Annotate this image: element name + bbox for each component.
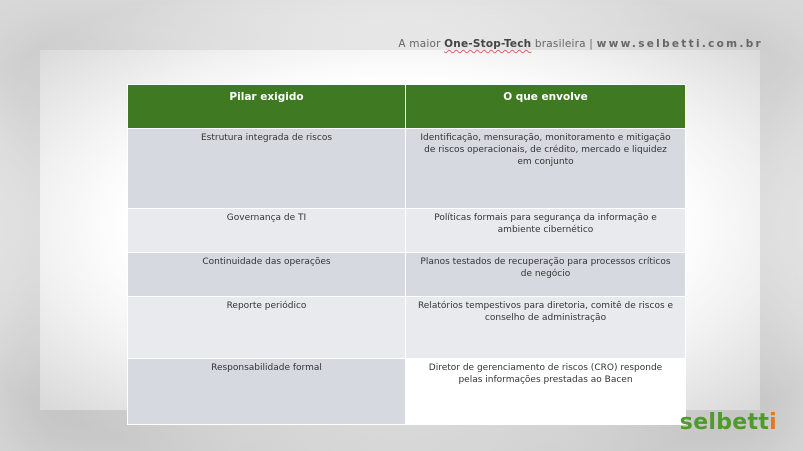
pillar-cell: Reporte periódico [128, 297, 406, 359]
table-row [128, 297, 686, 359]
header-prefix: A maior [398, 38, 445, 50]
pillar-cell: Estrutura integrada de riscos [128, 129, 406, 209]
pillars-table [127, 84, 686, 425]
logo-text: selbett [679, 410, 770, 435]
header-brand: One-Stop-Tech [444, 38, 532, 50]
column-header-description: O que envolve [406, 85, 686, 129]
selbetti-logo [680, 410, 777, 435]
slide-header [398, 38, 763, 50]
description-cell: Diretor de gerenciamento de riscos (CRO) responde pelas informações prestadas ao Bacen [406, 359, 686, 425]
table-header-row [128, 85, 686, 129]
table-row [128, 359, 686, 425]
logo-text-end: i [769, 410, 777, 435]
table-row [128, 253, 686, 297]
description-cell: Identificação, mensuração, monitoramento e mitigação de riscos operacionais, de crédito, mercado e liquidez em conjunto [406, 129, 686, 209]
pillar-cell: Responsabilidade formal [128, 359, 406, 425]
table-row [128, 129, 686, 209]
pillar-cell: Governança de TI [128, 209, 406, 253]
pillar-cell: Continuidade das operações [128, 253, 406, 297]
header-url: www.selbetti.com.br [596, 38, 763, 50]
header-suffix: brasileira | [531, 38, 594, 50]
description-cell: Relatórios tempestivos para diretoria, comitê de riscos e conselho de administração [406, 297, 686, 359]
description-cell: Políticas formais para segurança da informação e ambiente cibernético [406, 209, 686, 253]
column-header-pillar: Pilar exigido [128, 85, 406, 129]
table-row [128, 209, 686, 253]
description-cell: Planos testados de recuperação para processos críticos de negócio [406, 253, 686, 297]
